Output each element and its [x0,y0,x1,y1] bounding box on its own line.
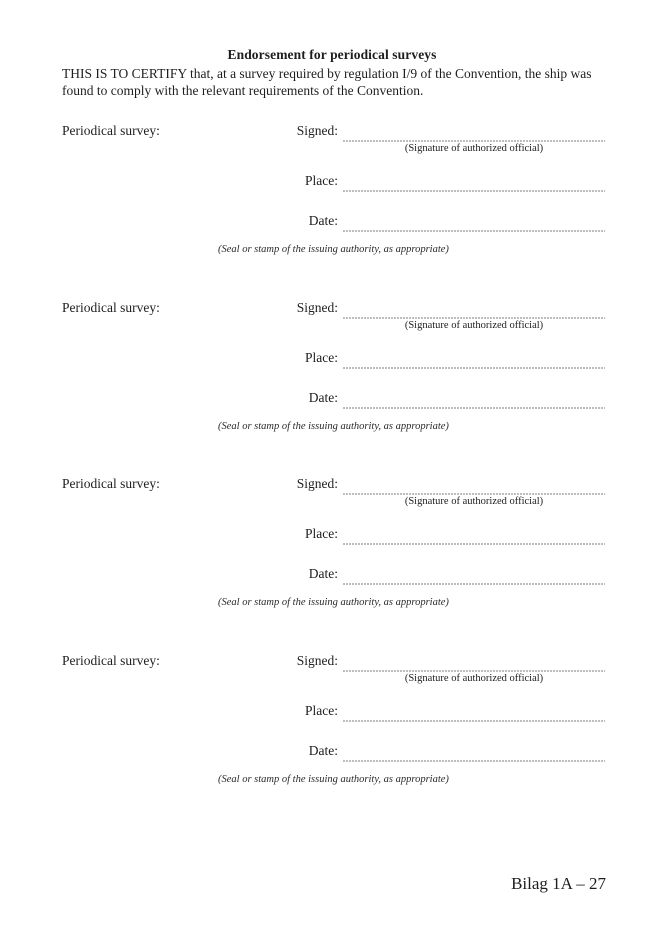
signature-caption: (Signature of authorized official) [404,320,544,331]
page-title: Endorsement for periodical surveys [227,47,437,62]
signed-label: Signed: [296,653,338,668]
signed-line [343,493,605,495]
periodical-survey-label: Periodical survey: [62,476,160,491]
seal-caption: (Seal or stamp of the issuing authority, as appropriate) [218,421,449,432]
signature-caption: (Signature of authorized official) [404,673,544,684]
signed-label: Signed: [296,123,338,138]
periodical-survey-block [0,300,664,477]
date-line [343,407,605,409]
place-label: Place: [305,350,338,365]
date-label: Date: [308,743,338,758]
place-line [343,367,605,369]
signed-line [343,670,605,672]
periodical-survey-label: Periodical survey: [62,123,160,138]
seal-caption: (Seal or stamp of the issuing authority, as appropriate) [218,774,449,785]
signed-line [343,317,605,319]
date-line [343,583,605,585]
place-line [343,190,605,192]
place-line [343,543,605,545]
date-label: Date: [308,390,338,405]
periodical-survey-label: Periodical survey: [62,653,160,668]
periodical-survey-label: Periodical survey: [62,300,160,315]
date-label: Date: [308,213,338,228]
signature-caption: (Signature of authorized official) [404,143,544,154]
page-number: Bilag 1A – 27 [511,874,606,893]
place-label: Place: [305,173,338,188]
signed-line [343,140,605,142]
intro-paragraph: THIS IS TO CERTIFY that, at a survey required by regulation I/9 of the Convention, the ship was found to comply with the relevant requirements of the Convention. [62,66,592,98]
periodical-survey-block [0,476,664,653]
date-line [343,760,605,762]
signed-label: Signed: [296,300,338,315]
seal-caption: (Seal or stamp of the issuing authority, as appropriate) [218,244,449,255]
seal-caption: (Seal or stamp of the issuing authority, as appropriate) [218,597,449,608]
date-line [343,230,605,232]
place-label: Place: [305,703,338,718]
signature-caption: (Signature of authorized official) [404,496,544,507]
place-label: Place: [305,526,338,541]
periodical-survey-block [0,653,664,830]
signed-label: Signed: [296,476,338,491]
periodical-survey-block [0,123,664,300]
date-label: Date: [308,566,338,581]
place-line [343,720,605,722]
